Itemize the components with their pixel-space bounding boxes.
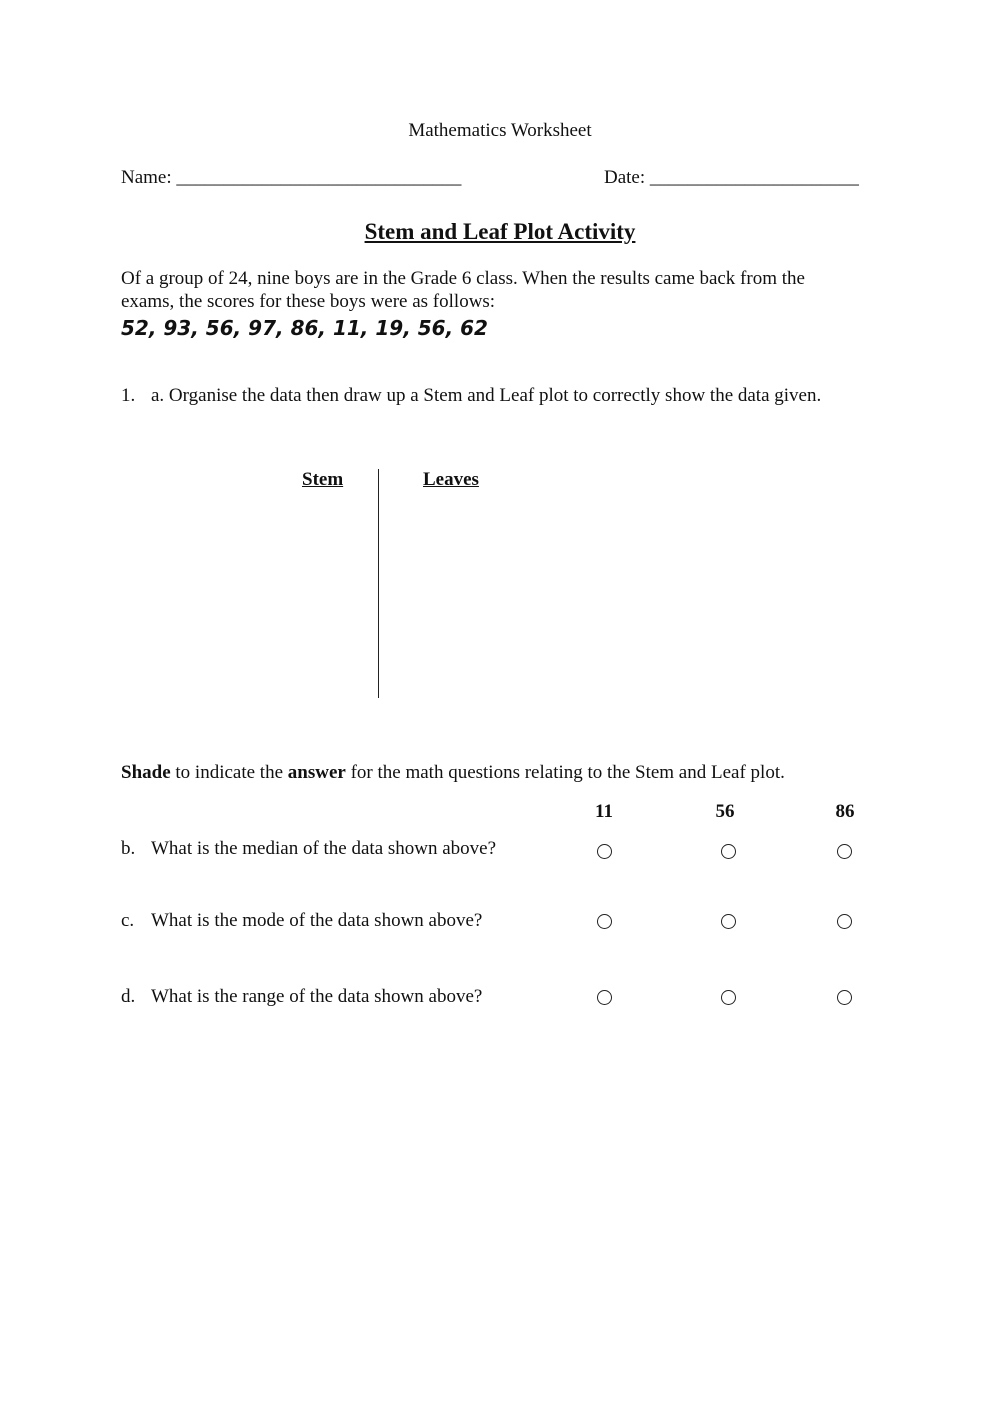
shade-word: Shade [121,762,171,783]
radio-b-option-11[interactable] [597,844,612,859]
question-c-text: What is the mode of the data shown above? [151,910,483,931]
instruction-text-middle: to indicate the [170,762,288,783]
question-1-number: 1. [121,385,136,406]
radio-d-option-11[interactable] [597,990,612,1005]
question-1-text: a. Organise the data then draw up a Stem and Leaf plot to correctly show the data given. [151,385,822,406]
stem-column-label: Stem [302,469,344,490]
option-header-86: 86 [835,801,855,822]
radio-b-option-56[interactable] [721,844,736,859]
question-c-letter: c. [121,910,135,931]
worksheet-heading: Mathematics Worksheet [408,120,592,141]
radio-d-option-86[interactable] [837,990,852,1005]
leaves-column-label: Leaves [423,469,479,490]
activity-title: Stem and Leaf Plot Activity [364,219,636,244]
radio-d-option-56[interactable] [721,990,736,1005]
stem-leaf-divider [378,469,379,698]
intro-text-line-2: exams, the scores for these boys were as follows: [121,291,496,312]
answer-word: answer [287,762,346,783]
question-d-letter: d. [121,986,136,1007]
scores-list: 52, 93, 56, 97, 86, 11, 19, 56, 62 [121,316,488,340]
question-b-text: What is the median of the data shown above? [151,838,497,859]
date-field[interactable]: Date: ______________________ [604,167,859,188]
option-header-56: 56 [715,801,735,822]
question-b-letter: b. [121,838,136,859]
option-header-11: 11 [595,801,613,822]
radio-c-option-11[interactable] [597,914,612,929]
radio-c-option-86[interactable] [837,914,852,929]
radio-c-option-56[interactable] [721,914,736,929]
name-field[interactable]: Name: ______________________________ [121,167,462,188]
radio-b-option-86[interactable] [837,844,852,859]
shade-instruction [121,762,785,784]
instruction-text-end: for the math questions relating to the Stem and Leaf plot. [345,762,785,783]
intro-text-line-1: Of a group of 24, nine boys are in the Grade 6 class. When the results came back from the [121,268,805,289]
question-d-text: What is the range of the data shown above? [151,986,483,1007]
